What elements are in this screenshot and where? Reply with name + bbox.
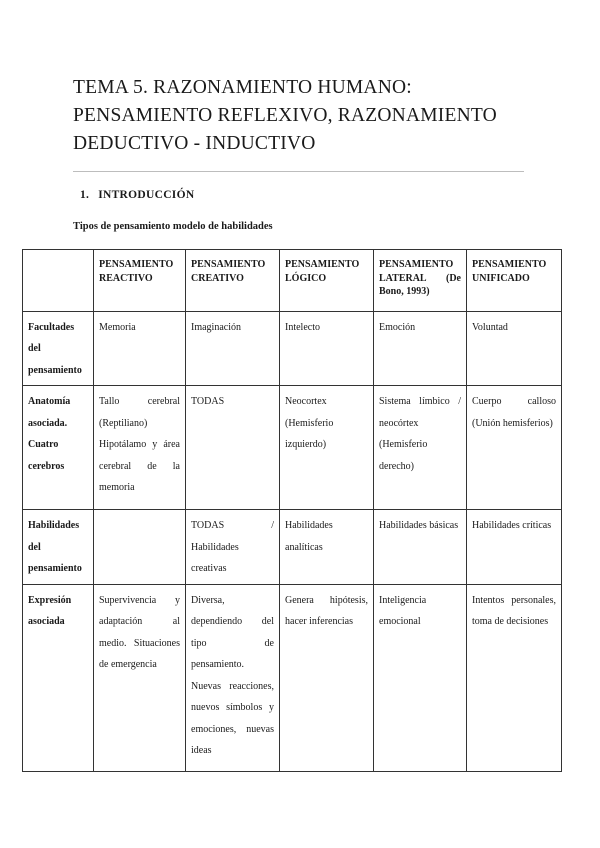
table-cell: Tallo cerebral (Reptiliano) Hipotálamo y área cerebral de la memoria [94, 386, 186, 510]
table-cell: Intelecto [280, 311, 374, 386]
table-cell: Voluntad [467, 311, 562, 386]
thinking-types-table [22, 249, 562, 772]
table-header-row [23, 250, 562, 312]
row-label-facultades: Facultades del pensamiento [23, 311, 94, 386]
table-cell: Habilidades básicas [374, 510, 467, 585]
section-number: 1. [80, 189, 90, 201]
table-cell: Genera hipótesis, hacer inferencias [280, 584, 374, 771]
title-divider [73, 171, 524, 172]
table-cell: Supervivencia y adaptación al medio. Situaciones de emergencia [94, 584, 186, 771]
table-cell: Habilidades críticas [467, 510, 562, 585]
title-line-2: PENSAMIENTO REFLEXIVO, RAZONAMIENTO [73, 105, 497, 126]
section-label: INTRODUCCIÓN [98, 189, 195, 201]
table-row [23, 386, 562, 510]
table-cell: Inteligencia emocional [374, 584, 467, 771]
table-cell: Neocortex (Hemisferio izquierdo) [280, 386, 374, 510]
header-logico: PENSAMIENTO LÓGICO [280, 250, 374, 312]
table-cell: TODAS [186, 386, 280, 510]
table-cell: Memoria [94, 311, 186, 386]
table-corner-cell [23, 250, 94, 312]
title-line-1: TEMA 5. RAZONAMIENTO HUMANO: [73, 77, 412, 98]
row-label-expresion: Expresión asociada [23, 584, 94, 771]
page-title [73, 74, 543, 158]
header-lateral: PENSAMIENTO LATERAL (De Bono, 1993) [374, 250, 467, 312]
table-cell: Habilidades analíticas [280, 510, 374, 585]
table-row [23, 510, 562, 585]
table-cell: Intentos personales, toma de decisiones [467, 584, 562, 771]
table-cell: Sistema límbico / neocórtex (Hemisferio derecho) [374, 386, 467, 510]
table-row [23, 311, 562, 386]
table-cell [94, 510, 186, 585]
table-cell: Cuerpo calloso (Unión hemisferios) [467, 386, 562, 510]
table-cell: TODAS / Habilidades creativas [186, 510, 280, 585]
table-cell: Imaginación [186, 311, 280, 386]
table-cell: Diversa, dependiendo del tipo de pensamiento. Nuevas reacciones, nuevos símbolos y emociones, nuevas ideas [186, 584, 280, 771]
table-cell: Emoción [374, 311, 467, 386]
table-row [23, 584, 562, 771]
header-unificado: PENSAMIENTO UNIFICADO [467, 250, 562, 312]
row-label-habilidades: Habilidades del pensamiento [23, 510, 94, 585]
table-caption: Tipos de pensamiento modelo de habilidades [73, 221, 273, 232]
section-heading [80, 189, 194, 201]
header-creativo: PENSAMIENTO CREATIVO [186, 250, 280, 312]
header-reactivo: PENSAMIENTO REACTIVO [94, 250, 186, 312]
title-line-3: DEDUCTIVO - INDUCTIVO [73, 133, 316, 154]
row-label-anatomia: Anatomía asociada. Cuatro cerebros [23, 386, 94, 510]
